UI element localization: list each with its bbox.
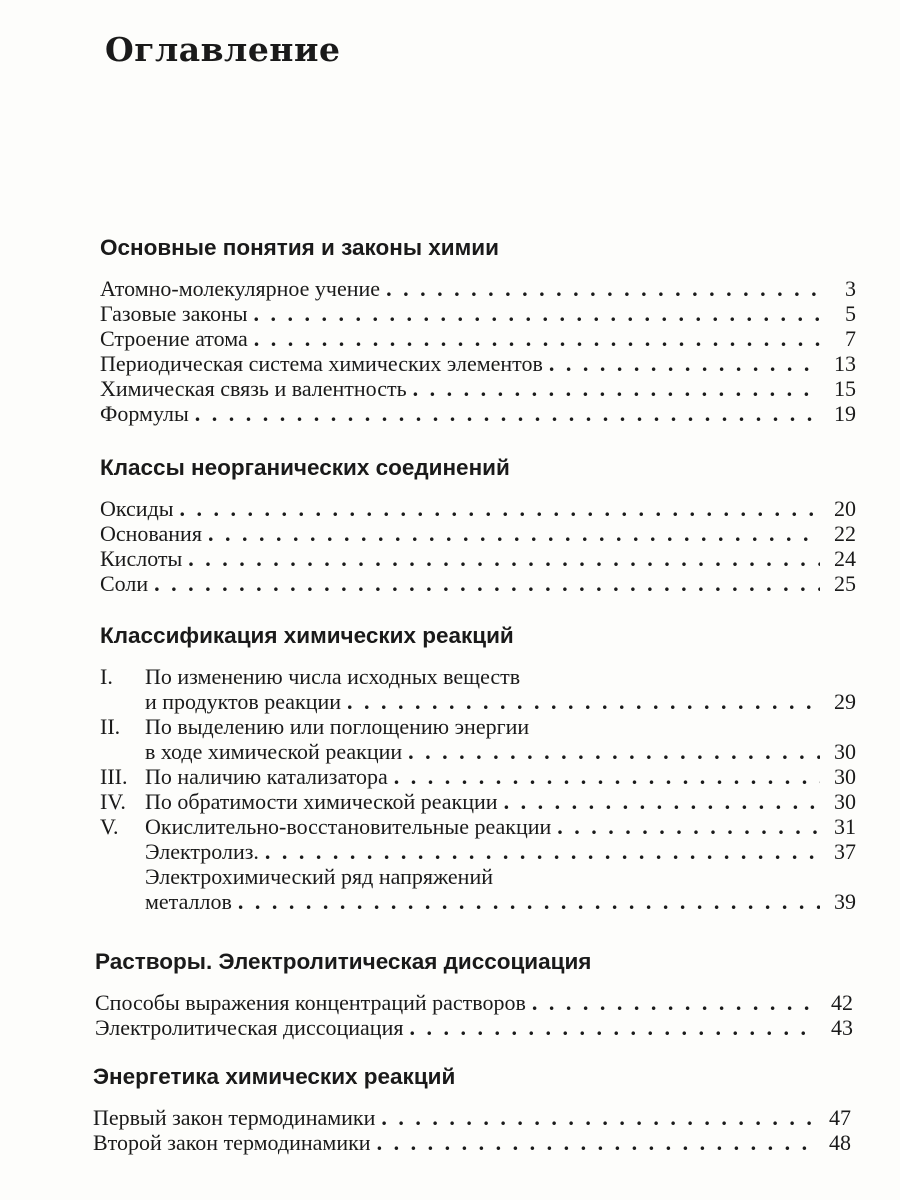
page-number: 7 (845, 326, 856, 351)
page-title: Оглавление (105, 30, 341, 69)
section-heading: Энергетика химических реакций (93, 1064, 456, 1089)
roman-numeral: II. (100, 714, 121, 739)
page-number: 30 (834, 764, 856, 789)
entry-title-cont: и продуктов реакции (145, 689, 342, 714)
toc-section (100, 622, 856, 914)
dot-leader (408, 739, 820, 764)
entry-title: По изменению числа исходных веществ (145, 664, 521, 689)
entry-title: Окислительно-восстановительные реакции (145, 814, 552, 839)
roman-numeral: V. (100, 814, 119, 839)
toc-section (100, 234, 856, 426)
toc-entry[interactable] (100, 496, 856, 521)
entry-title: Основания (100, 521, 202, 546)
entry-title: Соли (100, 571, 149, 596)
page-number: 29 (834, 689, 856, 714)
entry-title: Строение атома (100, 326, 248, 351)
page-number: 43 (831, 1015, 853, 1040)
toc-entry[interactable] (100, 739, 856, 764)
page-number: 31 (834, 814, 856, 839)
entry-title: Второй закон термодинамики (93, 1130, 371, 1155)
page-number: 25 (834, 571, 856, 596)
page-number: 3 (845, 276, 856, 301)
dot-leader (208, 521, 820, 546)
entry-title: По выделению или поглощению энергии (145, 714, 530, 739)
toc-entry[interactable] (100, 521, 856, 546)
dot-leader (254, 326, 820, 351)
toc-entry[interactable] (95, 990, 853, 1015)
entry-title: По обратимости химической реакции (145, 789, 498, 814)
toc-entry[interactable] (100, 689, 856, 714)
entry-title-cont: в ходе химической реакции (145, 739, 403, 764)
dot-leader (413, 376, 820, 401)
page-number: 20 (834, 496, 856, 521)
dot-leader (549, 351, 820, 376)
dot-leader (254, 301, 820, 326)
toc-entry[interactable] (100, 376, 856, 401)
toc-entry[interactable] (93, 1130, 851, 1155)
toc-entry[interactable] (100, 789, 856, 814)
section-heading: Классификация химических реакций (100, 623, 514, 648)
toc-entry-line1[interactable] (100, 864, 856, 889)
entry-title: Химическая связь и валентность (100, 376, 407, 401)
dot-leader (532, 990, 817, 1015)
toc-entry[interactable] (100, 326, 856, 351)
dot-leader (409, 1015, 817, 1040)
dot-leader (504, 789, 820, 814)
page-number: 30 (834, 739, 856, 764)
dot-leader (265, 839, 820, 864)
page-number: 30 (834, 789, 856, 814)
entry-title: По наличию катализатора (145, 764, 388, 789)
dot-leader (195, 401, 820, 426)
toc-section (95, 948, 853, 1040)
toc-entry[interactable] (100, 889, 856, 914)
toc-entry[interactable] (100, 401, 856, 426)
page-number: 39 (834, 889, 856, 914)
toc-entry[interactable] (100, 764, 856, 789)
toc-entry[interactable] (100, 814, 856, 839)
dot-leader (394, 764, 820, 789)
toc-entry[interactable] (100, 301, 856, 326)
page-number: 5 (845, 301, 856, 326)
page-number: 22 (834, 521, 856, 546)
entry-title: Периодическая система химических элементов (100, 351, 543, 376)
dot-leader (180, 496, 820, 521)
dot-leader (386, 276, 820, 301)
toc-entry[interactable] (100, 276, 856, 301)
entry-title: Электрохимический ряд напряжений (145, 864, 494, 889)
dot-leader (154, 571, 820, 596)
section-heading: Основные понятия и законы химии (100, 235, 499, 260)
page-number: 13 (834, 351, 856, 376)
roman-numeral: IV. (100, 789, 126, 814)
entry-title: Кислоты (100, 546, 183, 571)
toc-section (93, 1063, 851, 1155)
section-heading: Растворы. Электролитическая диссоциация (95, 949, 592, 974)
page-number: 19 (834, 401, 856, 426)
entry-title: Оксиды (100, 496, 174, 521)
toc-entry[interactable] (93, 1105, 851, 1130)
page-number: 47 (829, 1105, 851, 1130)
page-number: 37 (834, 839, 856, 864)
toc-entry[interactable] (100, 571, 856, 596)
toc-entry[interactable] (100, 351, 856, 376)
dot-leader (557, 814, 820, 839)
toc-entry-line1[interactable] (100, 714, 856, 739)
dot-leader (381, 1105, 815, 1130)
toc-entry[interactable] (100, 839, 856, 864)
entry-title: Электролитическая диссоциация (95, 1015, 404, 1040)
entry-title: Первый закон термодинамики (93, 1105, 376, 1130)
dot-leader (377, 1130, 815, 1155)
entry-title-cont: металлов (145, 889, 232, 914)
entry-title: Атомно-молекулярное учение (100, 276, 381, 301)
page-number: 42 (831, 990, 853, 1015)
toc-entry[interactable] (95, 1015, 853, 1040)
dot-leader (238, 889, 820, 914)
dot-leader (347, 689, 820, 714)
roman-numeral: I. (100, 664, 113, 689)
page-number: 15 (834, 376, 856, 401)
page-number: 48 (829, 1130, 851, 1155)
entry-title: Формулы (100, 401, 189, 426)
section-heading: Классы неорганических соединений (100, 455, 510, 480)
dot-leader (188, 546, 820, 571)
entry-title: Способы выражения концентраций растворов (95, 990, 526, 1015)
entry-title: Электролиз. (145, 839, 259, 864)
roman-numeral: III. (100, 764, 128, 789)
entry-title: Газовые законы (100, 301, 248, 326)
page-number: 24 (834, 546, 856, 571)
toc-section (100, 454, 856, 596)
toc-entry[interactable] (100, 546, 856, 571)
toc-entry-line1[interactable] (100, 664, 856, 689)
